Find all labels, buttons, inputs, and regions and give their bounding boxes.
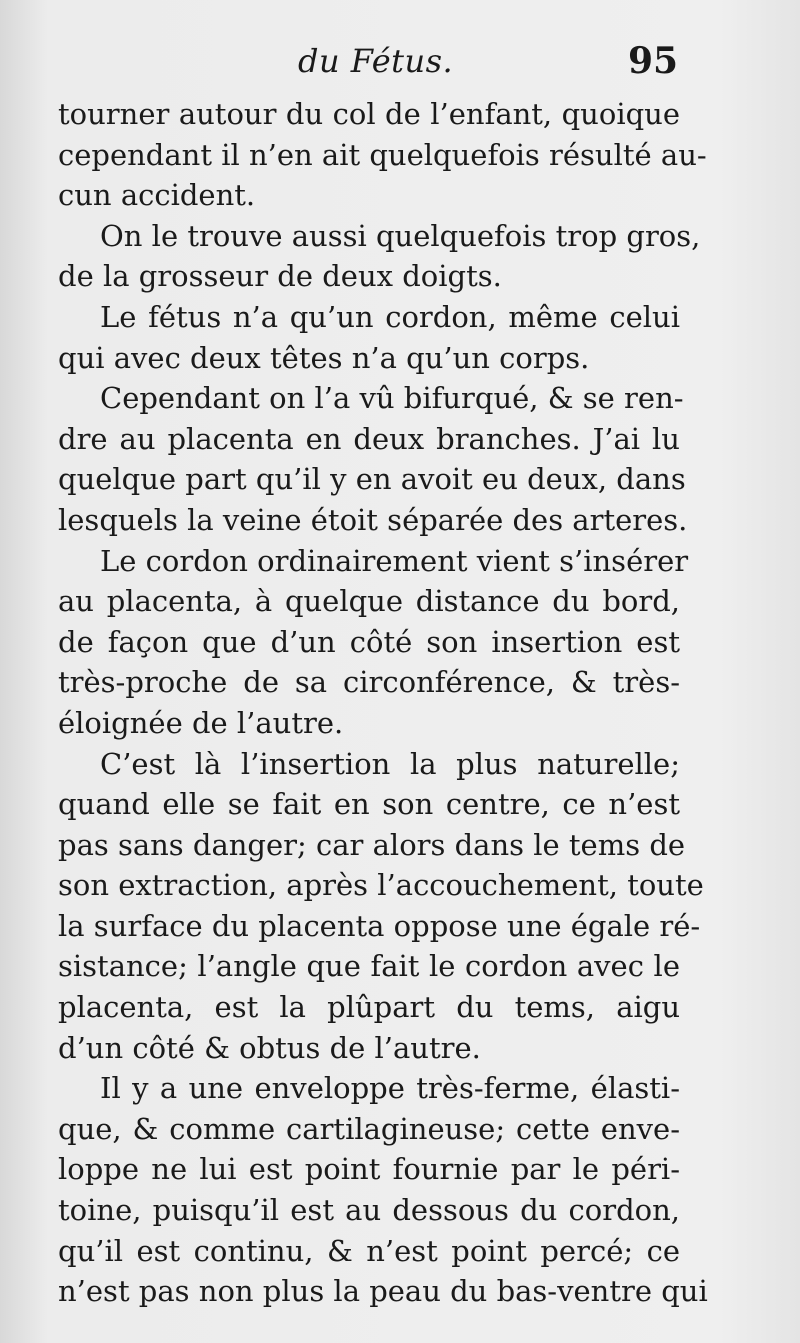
text-line: son extraction, après l’accouchement, toute xyxy=(58,868,704,903)
text-line: quand elle se fait en son centre, ce n’est xyxy=(58,787,680,822)
text-line: Le cordon ordinairement vient s’insérer xyxy=(100,543,689,578)
page-number: 95 xyxy=(628,40,679,82)
body-text xyxy=(58,94,708,1312)
text-line: tourner autour du col de l’enfant, quoique xyxy=(58,97,680,131)
text-line: n’est pas non plus la peau du bas-ventre qui xyxy=(58,1274,708,1309)
text-line: lesquels la veine étoit séparée des arteres. xyxy=(58,502,688,537)
text-line: très-proche de sa circonférence, & très- xyxy=(58,665,680,700)
text-line: dre au placenta en deux branches. J’ai lu xyxy=(58,421,680,456)
text-line: loppe ne lui est point fournie par le péri- xyxy=(58,1152,680,1187)
text-line: éloignée de l’autre. xyxy=(58,705,344,740)
text-line: toine, puisqu’il est au dessous du cordon, xyxy=(58,1193,680,1228)
text-line: Cependant on l’a vû bifurqué, & se ren- xyxy=(100,381,684,416)
text-line: On le trouve aussi quelquefois trop gros, xyxy=(100,218,701,253)
text-line: sistance; l’angle que fait le cordon avec le xyxy=(58,949,680,984)
text-line: cun accident. xyxy=(58,178,256,213)
text-line: au placenta, à quelque distance du bord, xyxy=(58,584,680,619)
text-line: la surface du placenta oppose une égale ré- xyxy=(58,908,701,943)
text-line: placenta, est la plûpart du tems, aigu xyxy=(58,990,680,1025)
text-line: que, & comme cartilagineuse; cette enve- xyxy=(58,1111,680,1146)
text-line: de façon que d’un côté son insertion est xyxy=(58,624,680,659)
text-line: de la grosseur de deux doigts. xyxy=(58,259,502,294)
running-title: du Fétus. xyxy=(298,42,454,80)
running-header xyxy=(0,42,800,94)
text-line: d’un côté & obtus de l’autre. xyxy=(58,1030,481,1065)
text-line: qu’il est continu, & n’est point percé; ce xyxy=(58,1233,680,1268)
text-line: pas sans danger; car alors dans le tems de xyxy=(58,827,686,862)
text-line: cependant il n’en ait quelquefois résulté au- xyxy=(58,137,707,172)
text-line: Le fétus n’a qu’un cordon, même celui xyxy=(100,299,680,334)
text-line: qui avec deux têtes n’a qu’un corps. xyxy=(58,340,590,375)
text-line: Il y a une enveloppe très-ferme, élasti- xyxy=(100,1071,680,1106)
text-line: quelque part qu’il y en avoit eu deux, dans xyxy=(58,462,686,497)
text-line: C’est là l’insertion la plus naturelle; xyxy=(100,746,680,781)
